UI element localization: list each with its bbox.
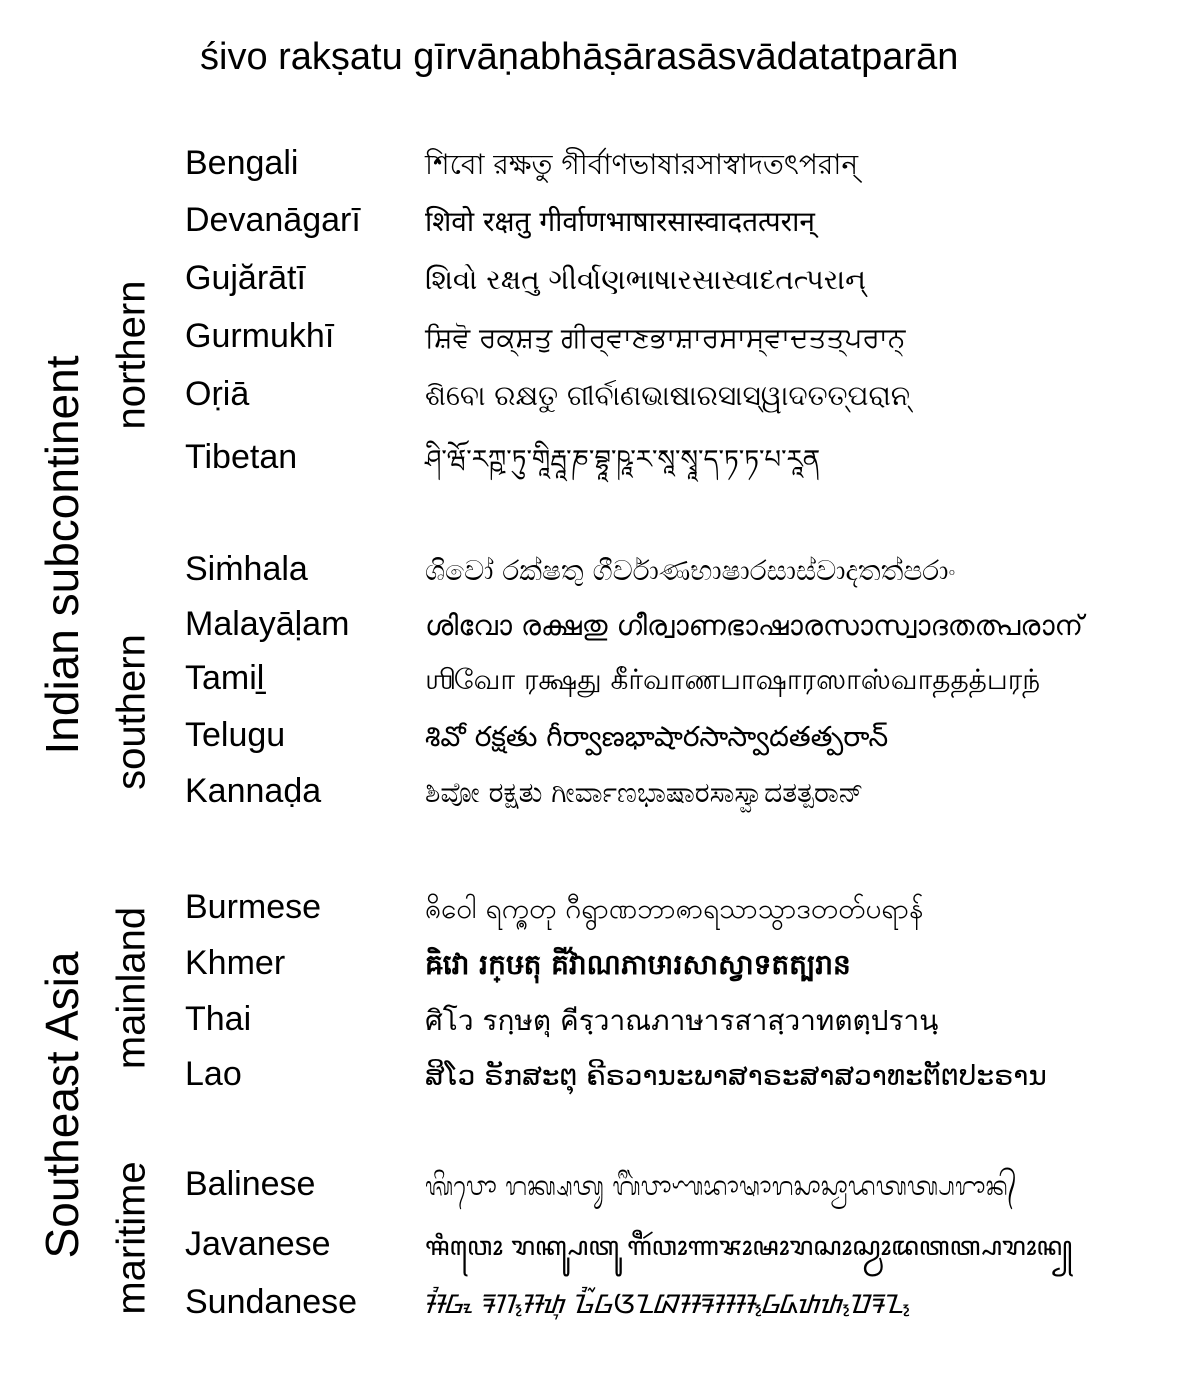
subregion-label-maritime: maritime — [109, 1161, 154, 1315]
script-sample-text: ᬰᬶᬯᭀ ᬭᬓ᭄ᬱᬢᬸ ᬕᬷᬃᬯᬵᬡᬪᬵᬱᬵᬭᬲᬵᬲ᭄ᬯᬵᬤᬢᬢ᭄ᬧᬭᬵᬦ᭄ — [425, 1172, 1017, 1202]
script-row — [185, 201, 815, 240]
script-name-label: Javanese — [185, 1225, 331, 1263]
script-sample-text: ਸ਼ਿਵੋ ਰਕ੍ਸ਼ਤੁ ਗੀਰ੍ਵਾਣਭਾਸ਼ਾਰਸਾਸ੍ਵਾਦਤਤ੍ਪਰਾਨ੍ — [425, 321, 906, 354]
script-name-label: Thai — [185, 1000, 252, 1038]
script-name-label: Telugu — [185, 716, 286, 754]
script-sample-text: શિવો રક્ષતુ ગીર્વાણભાષારસાસ્વાદતત્પરાન્ — [425, 263, 866, 296]
script-row — [185, 1283, 911, 1323]
script-name-label: Malayāḷam — [185, 605, 350, 643]
script-name-label: Devanāgarī — [185, 201, 361, 239]
script-sample-text: ശിവോ രക്ഷതു ഗീര്വാണഭാഷാരസാസ്വാദതത്പരാന് — [425, 609, 1083, 642]
script-sample-text: শিবো রক্ষতু গীর্বাণভাষারসাস্বাদতৎপরান্ — [425, 148, 859, 181]
script-name-label: Siṁhala — [185, 550, 308, 588]
script-name-label: Bengali — [185, 144, 299, 182]
script-name-label: Khmer — [185, 944, 286, 982]
script-row — [185, 1165, 1017, 1214]
script-sample-text: ಶಿವೋ ರಕ್ಷತು ಗೀರ್ವಾಣಭಾಷಾರಸಾಸ್ವಾದತತ್ಪರಾನ್ — [425, 776, 864, 809]
script-sample-text: ଶିବୋ ରକ୍ଷତୁ ଗୀର୍ବାଣଭାଷାରସାସ୍ୱାଦତତ୍ପରାନ୍ — [425, 379, 911, 412]
script-sample-text: ឝិវោ រក្ឞតុ គីវ៌ាណភាឞារសាស្វាទតត្បរាន — [425, 948, 851, 981]
script-row — [185, 1055, 1047, 1094]
script-row — [185, 259, 866, 298]
subregion-label-mainland: mainland — [109, 906, 154, 1070]
script-name-label: Tamil̠ — [185, 659, 265, 697]
script-row — [185, 659, 1040, 700]
script-row — [185, 1225, 1072, 1279]
script-sample-text: శివో రక్షతు గీర్వాణభాషారసాస్వాదతత్పరాన్ — [425, 720, 889, 753]
script-row — [185, 772, 863, 811]
script-sample-text: ꦯꦶꦮꦺꦴ ꦫꦏ꧀ꦰꦠꦸ ꦒꦷꦂꦮꦴꦟꦨꦴꦰꦴꦫꦱꦴꦱ꧀ꦮꦴꦢꦠꦠ꧀ꦥꦫꦴꦤ꧀ — [425, 1232, 1073, 1262]
script-name-label: Burmese — [185, 888, 322, 926]
script-row — [185, 944, 851, 988]
script-sample-text: शिवो रक्षतु गीर्वाणभाषारसास्वादतत्परान् — [425, 205, 815, 238]
script-name-label: Sundanese — [185, 1283, 358, 1321]
script-row — [185, 143, 858, 190]
subregion-label-northern: northern — [109, 280, 154, 430]
script-name-label: Kannaḍa — [185, 772, 322, 810]
script-name-label: Tibetan — [185, 438, 298, 476]
script-sample-text: ཤི་ཝོ་རཀྵ་ཏུ་གཱིརྦཱ་ཎ་བྷཱ་ཥཱ་ར་སཱ་སྭཱ་ད་ཏ་ཏ་པ་རཱན — [425, 445, 821, 475]
script-row — [185, 375, 910, 414]
script-row — [185, 317, 905, 356]
region-label-indian-subcontinent: Indian subcontinent — [36, 355, 88, 755]
script-name-label: Gurmukhī — [185, 317, 335, 355]
script-name-label: Lao — [185, 1055, 242, 1093]
script-row — [185, 888, 924, 932]
script-sample-text: ศิโว รกฺษตุ คีรฺวาณภาษารสาสฺวาทตตฺปรานฺ — [425, 1004, 939, 1037]
script-sample-text: ၐိဝေါ ရက္ၐတု ဂီရွာဏဘာၐာရသာသွာဒတတ်ပရာန် — [425, 892, 924, 925]
script-sample-text: ᮞᮤᮝᮧ ᮛᮊ᮪ᮞᮒᮥ ᮌᮤᮁᮝᮃᮔᮘᮞᮛᮞᮞ᮪ᮝᮓᮒᮒ᮪ᮕᮛᮔ᮪ — [425, 1290, 911, 1320]
region-label-southeast-asia: Southeast Asia — [36, 951, 88, 1259]
script-row — [185, 999, 938, 1043]
script-sample-text: ශිවෝ රක්ෂතු ගීර්වාණභාෂාරසාස්වාදතත්පරාං — [425, 554, 956, 587]
script-row — [185, 550, 956, 589]
script-row — [185, 716, 888, 760]
script-row — [185, 605, 1083, 644]
script-name-label: Gujărātī — [185, 259, 306, 297]
script-name-label: Balinese — [185, 1165, 316, 1203]
script-name-label: Oṛiā — [185, 375, 250, 413]
script-sample-text: ஶிவோ ரக்ஷது கீர்வாணபாஷாரஸாஸ்வாததத்பரந் — [425, 663, 1041, 696]
script-row — [185, 431, 820, 504]
subregion-label-southern: southern — [109, 634, 154, 790]
page-title: śivo rakṣatu gīrvāṇabhāṣārasāsvādatatparān — [200, 36, 959, 78]
script-sample-text: ສິໂວ ຣັກສະຕຸ ຄີຣວານະພາສາຣະສາສວາທະຕັຕປະຣານ — [425, 1059, 1047, 1092]
